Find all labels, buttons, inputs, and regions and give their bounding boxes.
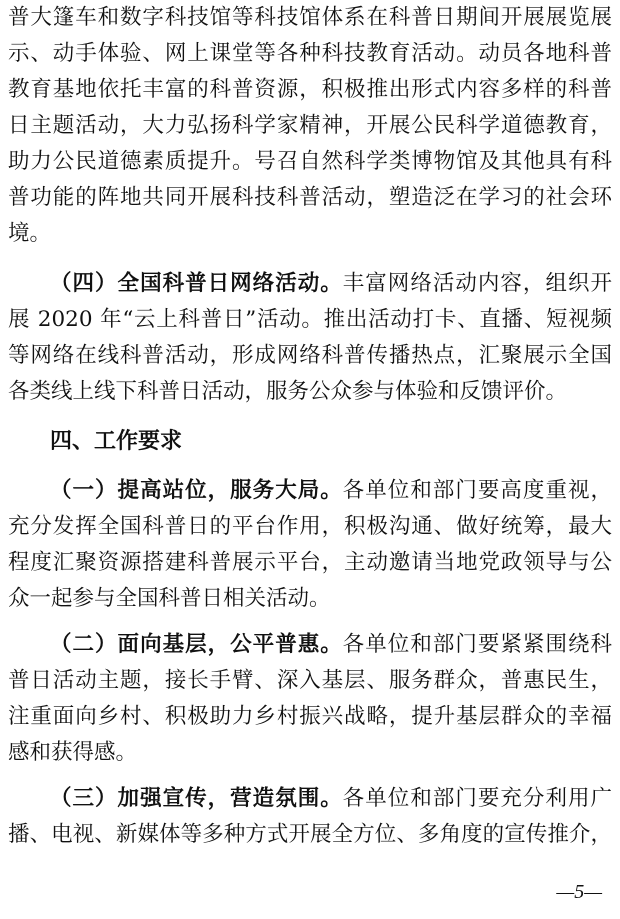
body-line: 普大篷车和数字科技馆等科技馆体系在科普日期间开展展览展	[8, 5, 612, 30]
req-1-label: （一）提高站位，服务大局。	[50, 478, 343, 503]
body-line: 展 2020 年“云上科普日”活动。推出活动打卡、直播、短视频	[8, 307, 612, 332]
body-line: 普功能的阵地共同开展科技科普活动，塑造泛在学习的社会环	[8, 185, 612, 210]
item-4-text: 丰富网络活动内容，组织开	[342, 271, 612, 296]
req-3-first-line	[0, 781, 620, 817]
body-line: 教育基地依托丰富的科普资源，积极推出形式内容多样的科普	[8, 77, 612, 102]
body-line: 普日活动主题，接长手臂、深入基层、服务群众，普惠民生，	[8, 668, 612, 693]
body-line: 境。	[8, 221, 52, 246]
req-2-label: （二）面向基层，公平普惠。	[50, 632, 343, 657]
body-line: 充分发挥全国科普日的平台作用，积极沟通、做好统筹，最大	[8, 514, 612, 539]
req-3-text: 各单位和部门要充分利用广	[342, 786, 612, 811]
req-2-text: 各单位和部门要紧紧围绕科	[342, 632, 612, 657]
body-line: 等网络在线科普活动，形成网络科普传播热点，汇聚展示全国	[8, 343, 612, 368]
item-4-first-line	[0, 266, 620, 302]
body-line: 众一起参与全国科普日相关活动。	[8, 586, 331, 611]
req-3-label: （三）加强宣传，营造氛围。	[50, 786, 343, 811]
body-line: 助力公民道德素质提升。号召自然科学类博物馆及其他具有科	[8, 149, 612, 174]
body-line: 注重面向乡村、积极助力乡村振兴战略，提升基层群众的幸福	[8, 704, 612, 729]
req-2-first-line	[0, 627, 620, 663]
body-line: 日主题活动，大力弘扬科学家精神，开展公民科学道德教育，	[8, 113, 612, 138]
req-1-first-line	[0, 473, 620, 509]
req-1-text: 各单位和部门要高度重视，	[342, 478, 612, 503]
section-heading: 四、工作要求	[50, 429, 183, 454]
body-line: 播、电视、新媒体等多种方式开展全方位、多角度的宣传推介，	[8, 822, 612, 847]
body-line: 感和获得感。	[8, 740, 138, 765]
item-4-label: （四）全国科普日网络活动。	[50, 271, 343, 296]
body-line: 各类线上线下科普日活动，服务公众参与体验和反馈评价。	[8, 379, 568, 404]
body-line: 程度汇聚资源搭建科普展示平台，主动邀请当地党政领导与公	[8, 550, 612, 575]
body-line: 示、动手体验、网上课堂等各种科技教育活动。动员各地科普	[8, 41, 612, 66]
page-number: —5—	[556, 881, 602, 903]
